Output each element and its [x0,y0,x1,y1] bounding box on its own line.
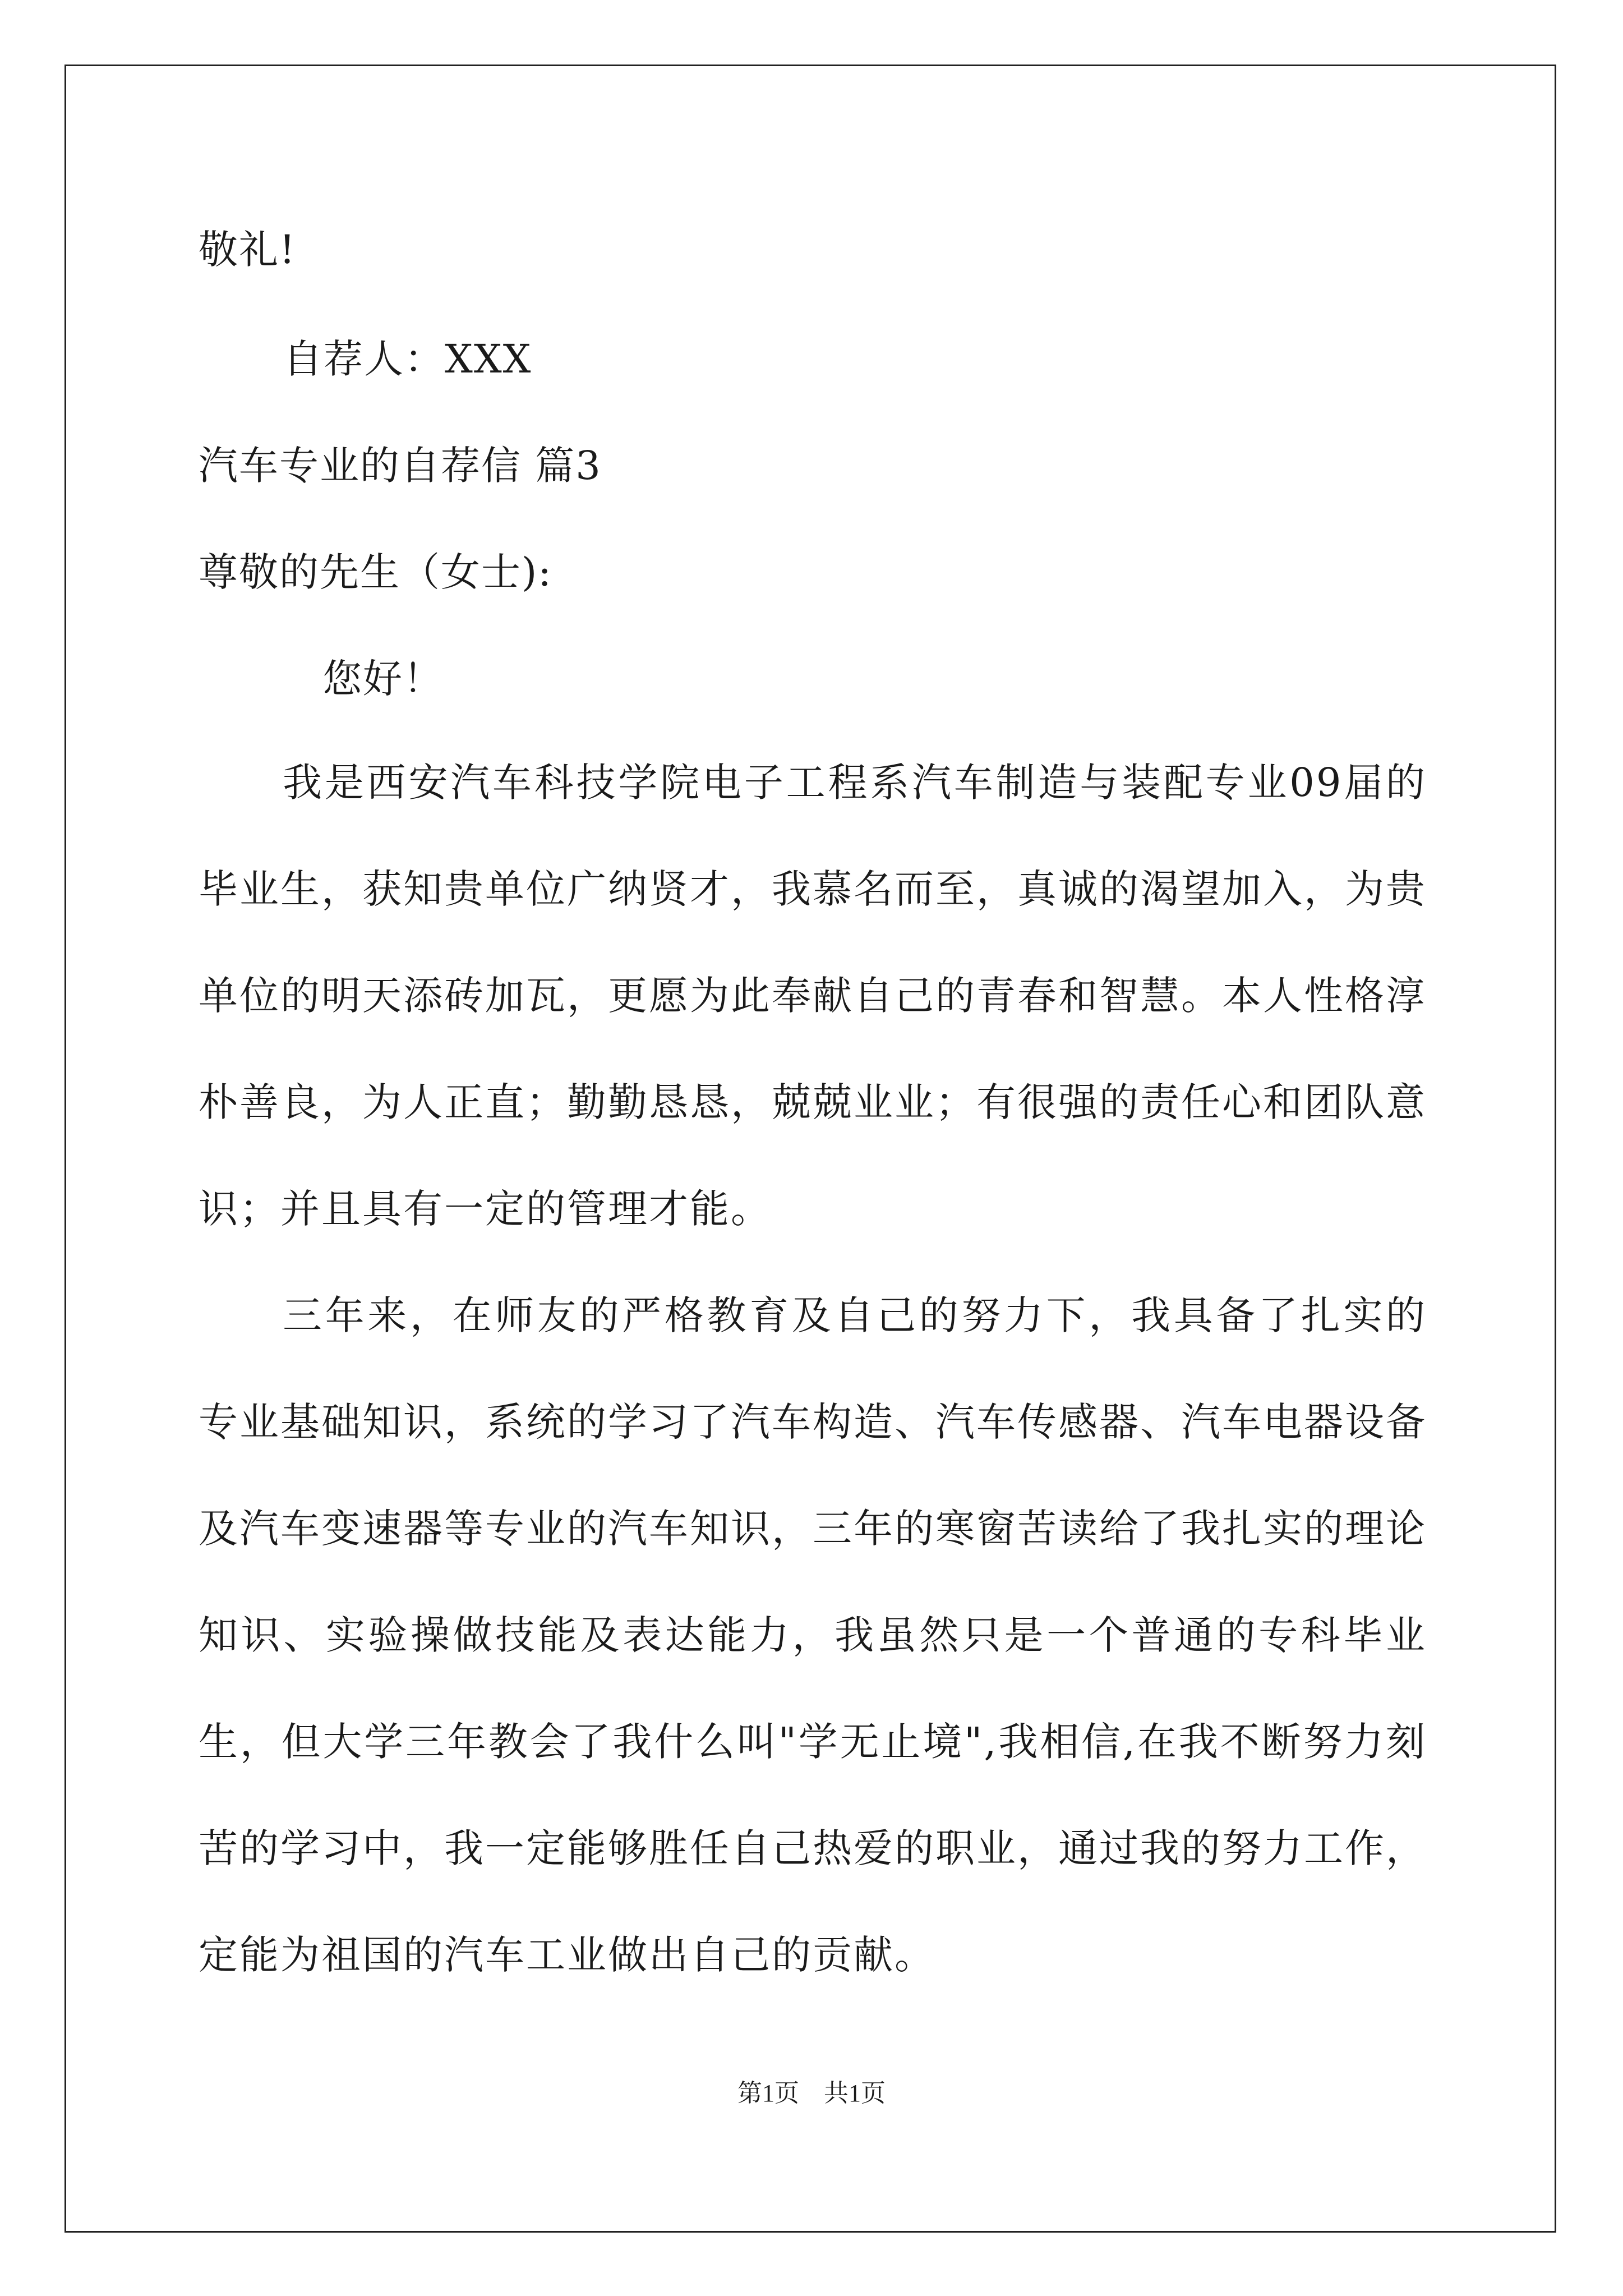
salutation-line: 尊敬的先生（女士): [199,549,552,595]
signature-line: 自荐人：XXX [283,336,532,382]
greeting-line: 您好！ [322,656,444,702]
body-paragraph-1: 我是西安汽车科技学院电子工程系汽车制造与装配专业09届的毕业生，获知贵单位广纳贤才，我慕名而至，真诚的渴望加入，为贵单位的明天添砖加瓦，更愿为此奉献自己的青春和智慧。本人性格淳朴善良，为人正直；勤勤恳恳，兢兢业业；有很强的责任心和团队意识；并且具有一定的管理才能。 [199,760,1427,1232]
page-number-footer: 第1页 共1页 [737,2079,886,2107]
section-title: 汽车专业的自荐信 篇3 [199,443,602,489]
closing-line: 敬礼! [199,227,297,273]
body-paragraph-2: 三年来，在师友的严格教育及自己的努力下，我具备了扎实的专业基础知识，系统的学习了汽车构造、汽车传感器、汽车电器设备及汽车变速器等专业的汽车知识，三年的寒窗苦读给了我扎实的理论知识、实验操做技能及表达能力，我虽然只是一个普通的专科毕业生，但大学三年教会了我什么叫"学无止境",我相信,在我不断努力刻苦的学习中，我一定能够胜任自己热爱的职业，通过我的努力工作，定能为祖国的汽车工业做出自己的贡献。 [199,1292,1427,1978]
